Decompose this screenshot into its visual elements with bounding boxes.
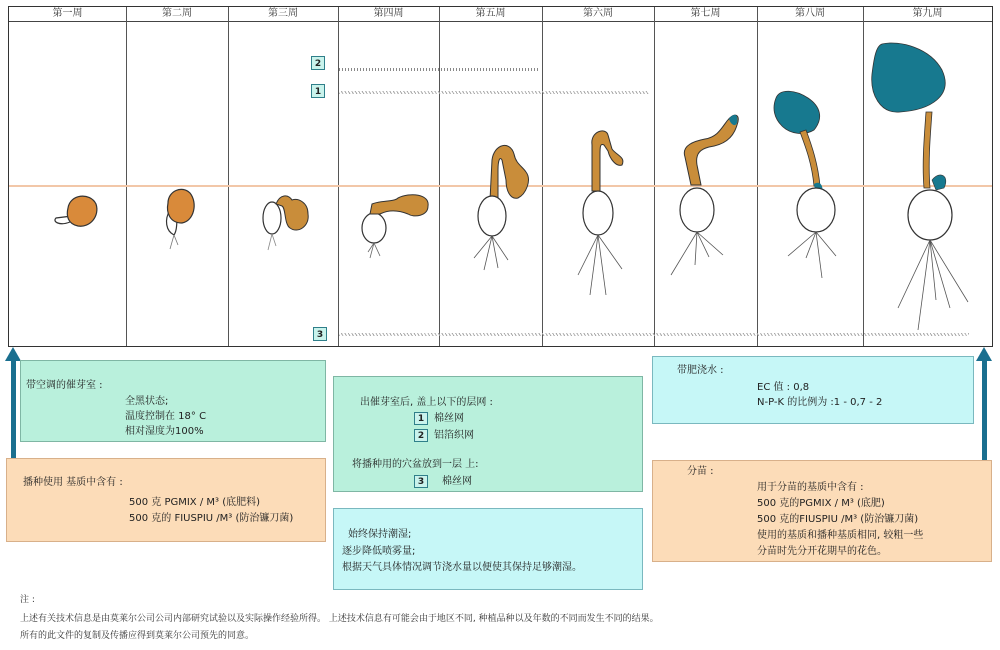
week-5-header: 第五周 <box>439 7 542 22</box>
tray-placement-text: 将播种用的穴盆放到一层 上: <box>352 459 479 470</box>
net-1-row <box>414 411 464 426</box>
net-1-label: 棉丝网 <box>434 413 464 424</box>
column-divider <box>863 7 864 346</box>
arrow-up-icon <box>976 347 992 361</box>
week-9-header: 第九周 <box>863 7 992 22</box>
sowing-title: 播种使用 基质中含有 : <box>23 477 123 488</box>
moisture-box <box>333 508 643 590</box>
seedling-week-6-illustration <box>570 125 650 305</box>
net-2-badge: 2 <box>414 429 428 442</box>
net-marker-3: 3 <box>313 327 327 341</box>
transplant-box <box>652 460 992 562</box>
fertigation-title: 带肥浇水 : <box>677 365 724 376</box>
column-divider <box>542 7 543 346</box>
arrow-up-icon <box>5 347 21 361</box>
net-2-row <box>414 428 474 443</box>
sowing-line: 500 克 PGMIX / M³ (底肥料) <box>129 497 260 508</box>
germination-room-line: 温度控制在 18° C <box>125 411 207 422</box>
net-2-label: 铝箔织网 <box>434 430 474 441</box>
seedling-week-5-illustration <box>460 140 540 280</box>
tuber-week-4-illustration <box>358 188 438 268</box>
fertigation-line: N-P-K 的比例为 :1 - 0,7 - 2 <box>757 397 883 408</box>
fertigation-line: EC 值 : 0,8 <box>757 382 810 393</box>
moisture-line: 始终保持潮湿; <box>348 529 412 540</box>
germination-room-title: 带空调的催芽室 : <box>26 380 103 391</box>
sowing-line: 500 克的 FIUSPIU /M³ (防治镰刀菌) <box>129 513 294 524</box>
fertigation-box <box>652 356 974 424</box>
notes-line-1: 上述有关技术信息是由莫莱尔公司公司内部研究试验以及实际操作经验所得。 上述技术信息有可能会由于地区不同, 种植品种以及年数的不同而发生不同的结果。 <box>20 614 659 624</box>
week-2-header: 第二周 <box>126 7 228 22</box>
tuber-week-2-illustration <box>160 185 210 265</box>
aluminium-net-line <box>339 68 539 71</box>
notes-line-2: 所有的此文件的复制及传播应得到莫莱尔公司预先的同意。 <box>20 631 255 641</box>
net-marker-1: 1 <box>311 84 325 98</box>
germination-room-line: 全黑状态; <box>125 396 169 407</box>
timeline-arrow-right-shaft <box>982 360 987 460</box>
seedling-week-9-illustration <box>870 40 980 335</box>
transplant-line: 用于分苗的基质中含有 : <box>757 482 864 493</box>
net-marker-2: 2 <box>311 56 325 70</box>
column-divider <box>126 7 127 346</box>
column-divider <box>439 7 440 346</box>
after-germination-title: 出催芽室后, 盖上以下的层网 : <box>360 397 493 408</box>
week-6-header: 第六周 <box>542 7 654 22</box>
moisture-line: 逐步降低喷雾量; <box>342 546 416 557</box>
tuber-week-3-illustration <box>258 190 328 270</box>
net-1-badge: 1 <box>414 412 428 425</box>
net-3-label: 棉丝网 <box>442 476 472 487</box>
net-3-row <box>414 474 472 489</box>
transplant-line: 500 克的PGMIX / M³ (底肥) <box>757 498 885 509</box>
seedling-week-8-illustration <box>770 88 860 288</box>
transplant-title: 分苗 : <box>687 466 714 477</box>
column-divider <box>757 7 758 346</box>
sowing-substrate-box <box>6 458 326 542</box>
week-7-header: 第七周 <box>654 7 757 22</box>
column-divider <box>654 7 655 346</box>
net-3-badge: 3 <box>414 475 428 488</box>
germination-room-box <box>20 360 326 442</box>
moisture-line: 根据天气具体情况调节浇水量以便使其保持足够潮湿。 <box>342 562 582 573</box>
transplant-line: 500 克的FIUSPIU /M³ (防治镰刀菌) <box>757 514 919 525</box>
notes-heading: 注 : <box>20 595 35 605</box>
column-divider <box>338 7 339 346</box>
week-3-header: 第三周 <box>228 7 338 22</box>
timeline-arrow-left-shaft <box>11 360 16 458</box>
transplant-line: 使用的基质和播种基质相同, 较粗一些 <box>757 530 924 541</box>
cotton-net-line-top <box>339 91 649 94</box>
week-8-header: 第八周 <box>757 7 863 22</box>
week-4-header: 第四周 <box>338 7 439 22</box>
week-1-header: 第一周 <box>9 7 126 22</box>
transplant-line: 分苗时先分开花期早的花色。 <box>757 546 887 557</box>
tuber-week-1-illustration <box>50 190 110 240</box>
seedling-week-7-illustration <box>665 105 755 295</box>
after-germination-nets-box <box>333 376 643 492</box>
germination-room-line: 相对湿度为100% <box>125 426 204 437</box>
column-divider <box>228 7 229 346</box>
